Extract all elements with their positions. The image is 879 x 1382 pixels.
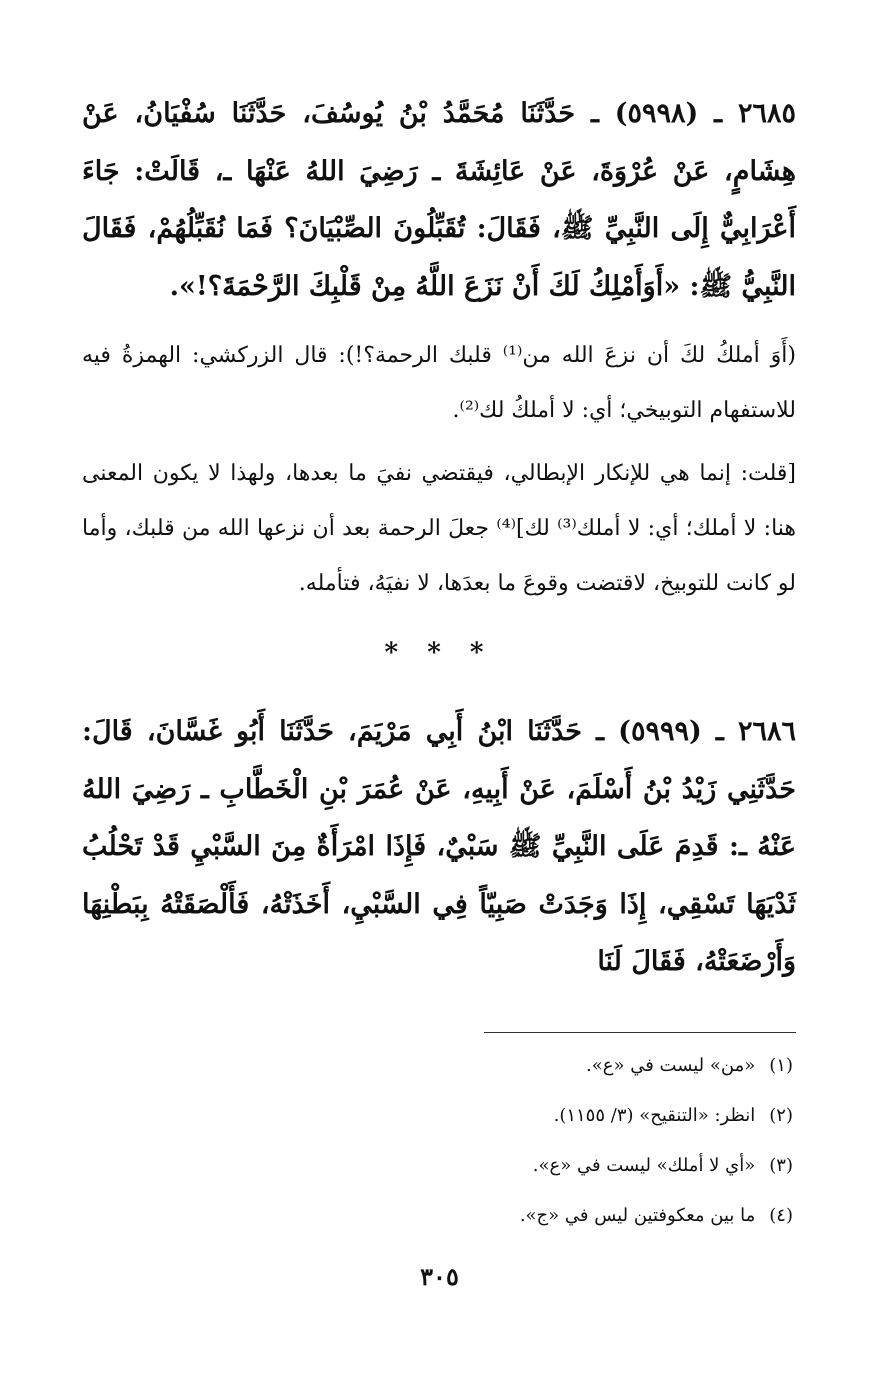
commentary-paragraph-1: (أَوَ أملكُ لكَ أن نزعَ الله من⁽¹⁾ قلبك الرحمة؟!): قال الزركشي: الهمزةُ فيه للاستفهام التوبيخي؛ أي: لا أملكُ لك⁽²⁾. <box>82 343 796 423</box>
footnote-number: (٤) <box>769 1205 793 1226</box>
page-body <box>82 85 796 991</box>
hadith-2686: ٢٦٨٦ ـ (٥٩٩٩) ـ حَدَّثَنَا ابْنُ أَبِي مَرْيَمَ، حَدَّثَنَا أَبُو غَسَّانَ، قَالَ: حَدَّثَنِي زَيْدُ بْنُ أَسْلَمَ، عَنْ أَبِيهِ، عَنْ عُمَرَ بْنِ الْخَطَّابِ ـ رَضِيَ اللهُ عَنْهُ ـ: قَدِمَ عَلَى النَّبِيِّ ﷺ سَبْيٌ، فَإِذَا امْرَأَةٌ مِنَ السَّبْيِ قَدْ تَحْلُبُ ثَدْيَهَا تَسْقِي، إِذَا وَجَدَتْ صَبِيّاً فِي السَّبْيِ، أَخَذَتْهُ، فَأَلْصَقَتْهُ بِبَطْنِهَا وَأَرْضَعَتْهُ، فَقَالَ لَنَا <box>82 716 796 977</box>
commentary-paragraph-2: [قلت: إنما هي للإنكار الإبطالي، فيقتضي نفيَ ما بعدها، ولهذا لا يكون المعنى هنا: لا أملك؛ أي: لا أملك⁽³⁾ لك]⁽⁴⁾ جعلَ الرحمة بعد أن نزعها الله من قلبك، وأما لو كانت للتوبيخ، لاقتضت وقوعَ ما بعدَها، لا نفيَهُ، فتأمله. <box>82 461 797 596</box>
footnote-number: (١) <box>769 1055 793 1076</box>
footnote-number: (٢) <box>769 1105 793 1126</box>
section-separator: * * * <box>384 638 494 668</box>
footnote-text: انظر: «التنقيح» (٣/ ١١٥٥). <box>553 1105 756 1126</box>
footnote-text: «من» ليست في «ع». <box>585 1055 756 1076</box>
hadith-2685: ٢٦٨٥ ـ (٥٩٩٨) ـ حَدَّثَنَا مُحَمَّدُ بْنُ يُوسُفَ، حَدَّثَنَا سُفْيَانُ، عَنْ هِشَامٍ، عَنْ عُرْوَةَ، عَنْ عَائِشَةَ ـ رَضِيَ اللهُ عَنْهَا ـ، قَالَتْ: جَاءَ أَعْرَابِيٌّ إِلَى النَّبِيِّ ﷺ، فَقَالَ: تُقَبِّلُونَ الصِّبْيَانَ؟ فَمَا نُقَبِّلُهُمْ، فَقَالَ النَّبِيُّ ﷺ: «أَوَأَمْلِكُ لَكَ أَنْ نَزَعَ اللَّهُ مِنْ قَلْبِكَ الرَّحْمَةَ؟!». <box>82 98 796 302</box>
footnote-2 <box>193 1096 793 1146</box>
footnotes <box>193 1046 793 1246</box>
footnote-1 <box>193 1046 793 1096</box>
footnote-number: (٣) <box>769 1155 793 1176</box>
page-number: ٣٠٥ <box>420 1262 459 1291</box>
footnote-4 <box>193 1196 793 1246</box>
footnote-divider <box>484 1032 796 1033</box>
footnote-text: «أي لا أملك» ليست في «ع». <box>532 1155 756 1176</box>
footnote-3 <box>193 1146 793 1196</box>
footnote-text: ما بين معكوفتين ليس في «ج». <box>519 1205 756 1226</box>
